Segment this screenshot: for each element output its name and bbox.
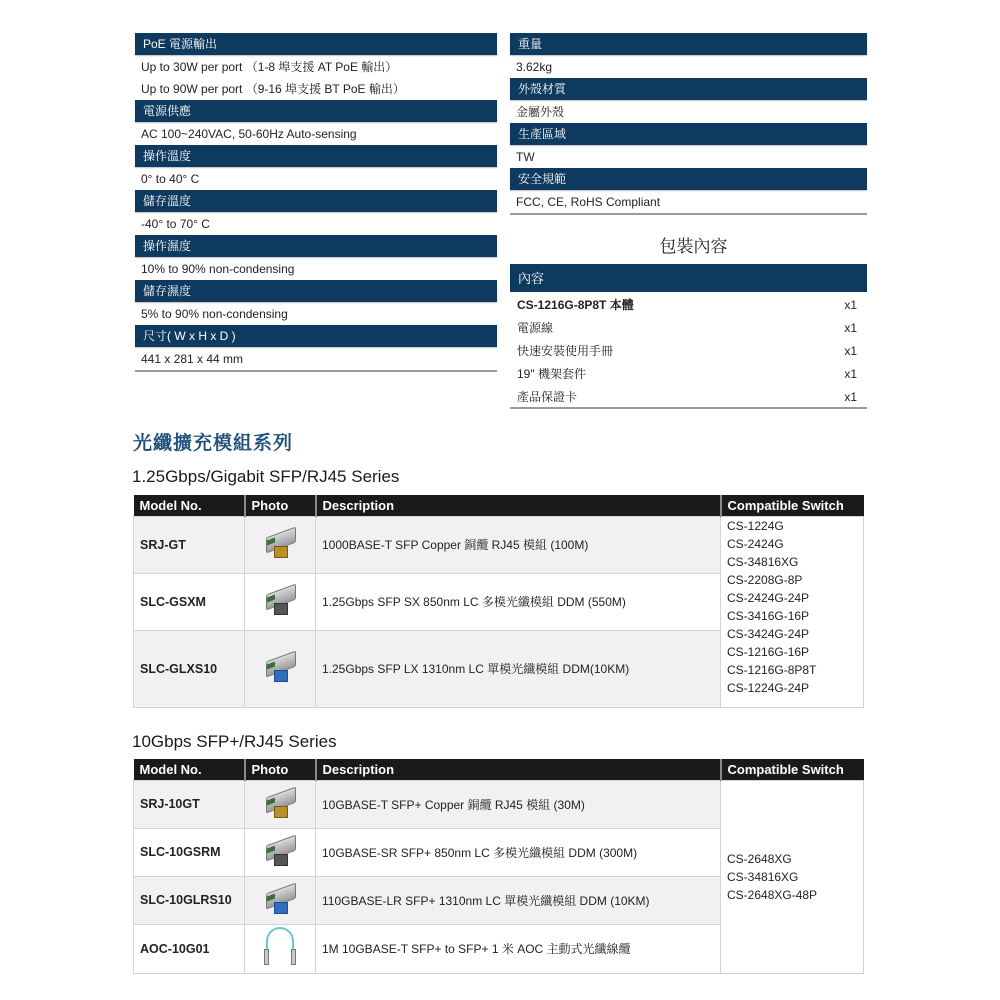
sfp-copper-module-icon (260, 526, 300, 560)
photo-cell (245, 924, 316, 973)
column-header-photo: Photo (245, 759, 316, 780)
table-row (134, 780, 864, 828)
description-cell: 10GBASE-T SFP+ Copper 銅纜 RJ45 模組 (30M) (316, 780, 721, 828)
model-cell: SLC-GSXM (134, 573, 245, 630)
compatible-switch: CS-34816XG (727, 554, 799, 569)
package-contents (510, 232, 867, 409)
series-title-gigabit: 1.25Gbps/Gigabit SFP/RJ45 Series (132, 467, 400, 486)
spec-list-left (135, 33, 497, 372)
spec-value-safety: FCC, CE, RoHS Compliant (516, 195, 661, 209)
model-cell: SLC-10GSRM (134, 828, 245, 876)
spec-value-storage-temp: -40° to 70° C (141, 217, 210, 231)
spec-value-storage-humidity: 5% to 90% non-condensing (141, 307, 288, 321)
spec-label-power: 電源供應 (135, 100, 497, 122)
compatible-switch: CS-3424G-24P (727, 626, 810, 641)
model-cell: AOC-10G01 (134, 924, 245, 973)
package-item-qty: x1 (844, 321, 857, 335)
spec-label-safety: 安全規範 (510, 168, 867, 190)
spec-value-op-temp: 0° to 40° C (141, 172, 200, 186)
spec-value-power: AC 100~240VAC, 50-60Hz Auto-sensing (141, 127, 357, 141)
model-cell: SRJ-10GT (134, 780, 245, 828)
compatible-switch: CS-1216G-16P (727, 644, 810, 659)
photo-cell (245, 876, 316, 924)
spec-value-region: TW (516, 150, 535, 164)
photo-cell (245, 828, 316, 876)
product-table-10g (133, 759, 864, 974)
package-header: 內容 (510, 264, 867, 292)
package-item-qty: x1 (844, 390, 857, 404)
package-item-qty: x1 (844, 344, 857, 358)
description-cell: 1.25Gbps SFP SX 850nm LC 多模光纖模組 DDM (550M) (316, 573, 721, 630)
compatible-switch: CS-34816XG (727, 869, 799, 884)
spec-value-poe-2: Up to 90W per port （9-16 埠支援 BT PoE 輸出） (141, 82, 405, 96)
spec-label-dimensions: 尺寸( W x H x D ) (135, 325, 497, 347)
package-item (510, 363, 867, 386)
photo-cell (245, 630, 316, 707)
spec-value-op-humidity: 10% to 90% non-condensing (141, 262, 295, 276)
description-cell: 10GBASE-SR SFP+ 850nm LC 多模光纖模組 DDM (300M) (316, 828, 721, 876)
spec-label-storage-humidity: 儲存濕度 (135, 280, 497, 302)
package-item (510, 294, 867, 317)
column-header-photo: Photo (245, 495, 316, 516)
sfp-plus-singlemode-module-icon (260, 882, 300, 916)
spec-value-weight: 3.62kg (516, 60, 553, 74)
divider (510, 213, 867, 215)
spec-list-right (510, 33, 867, 215)
compatible-switch: CS-2648XG (727, 851, 792, 866)
column-header-description: Description (316, 759, 721, 780)
package-item (510, 317, 867, 340)
column-header-compatible: Compatible Switch (721, 759, 864, 780)
product-table-gigabit (133, 495, 864, 708)
spec-label-housing: 外殼材質 (510, 78, 867, 100)
package-item (510, 386, 867, 409)
compatible-switch-cell (721, 516, 864, 707)
package-item-name: 產品保證卡 (517, 390, 578, 404)
aoc-cable-icon (260, 925, 300, 969)
compatible-switch: CS-3416G-16P (727, 608, 810, 623)
column-header-compatible: Compatible Switch (721, 495, 864, 516)
model-cell: SLC-GLXS10 (134, 630, 245, 707)
sfp-singlemode-module-icon (260, 650, 300, 684)
compatible-switch: CS-2424G (727, 536, 784, 551)
sfp-multimode-module-icon (260, 583, 300, 617)
package-item-qty: x1 (844, 298, 857, 312)
compatible-switch: CS-1224G-24P (727, 680, 810, 695)
compatible-switch: CS-1224G (727, 518, 784, 533)
spec-label-storage-temp: 儲存溫度 (135, 190, 497, 212)
compatible-switch-cell (721, 780, 864, 973)
compatible-switch: CS-1216G-8P8T (727, 662, 817, 677)
package-item-qty: x1 (844, 367, 857, 381)
compatible-switch: CS-2648XG-48P (727, 887, 818, 902)
column-header-model: Model No. (134, 759, 245, 780)
package-item-name: 19" 機架套件 (517, 367, 586, 381)
spec-value-housing: 金屬外殼 (516, 105, 565, 119)
model-cell: SRJ-GT (134, 516, 245, 573)
photo-cell (245, 573, 316, 630)
photo-cell (245, 516, 316, 573)
spec-label-op-temp: 操作溫度 (135, 145, 497, 167)
description-cell: 1.25Gbps SFP LX 1310nm LC 單模光纖模組 DDM(10KM) (316, 630, 721, 707)
sfp-plus-multimode-module-icon (260, 834, 300, 868)
compatible-switch: CS-2424G-24P (727, 590, 810, 605)
package-item-name: 快速安裝使用手冊 (517, 344, 614, 358)
divider (135, 370, 497, 372)
sfp-plus-copper-module-icon (260, 786, 300, 820)
spec-label-op-humidity: 操作濕度 (135, 235, 497, 257)
column-header-model: Model No. (134, 495, 245, 516)
package-item-name: CS-1216G-8P8T 本體 (517, 298, 634, 312)
spec-value-poe-1: Up to 30W per port （1-8 埠支援 AT PoE 輸出） (141, 60, 398, 74)
compatible-switch: CS-2208G-8P (727, 572, 803, 587)
package-title: 包裝內容 (659, 237, 728, 256)
section-title: 光纖擴充模組系列 (133, 433, 294, 454)
spec-value-dimensions: 441 x 281 x 44 mm (141, 352, 244, 366)
series-title-10g: 10Gbps SFP+/RJ45 Series (132, 732, 337, 751)
description-cell: 110GBASE-LR SFP+ 1310nm LC 單模光纖模組 DDM (10KM) (316, 876, 721, 924)
description-cell: 1000BASE-T SFP Copper 銅纜 RJ45 模組 (100M) (316, 516, 721, 573)
table-row (134, 516, 864, 573)
photo-cell (245, 780, 316, 828)
model-cell: SLC-10GLRS10 (134, 876, 245, 924)
spec-label-weight: 重量 (510, 33, 867, 55)
package-item-name: 電源線 (517, 321, 554, 335)
column-header-description: Description (316, 495, 721, 516)
spec-label-poe: PoE 電源輸出 (135, 33, 497, 55)
spec-label-region: 生產區域 (510, 123, 867, 145)
package-item (510, 340, 867, 363)
description-cell: 1M 10GBASE-T SFP+ to SFP+ 1 米 AOC 主動式光纖線纜 (316, 924, 721, 973)
